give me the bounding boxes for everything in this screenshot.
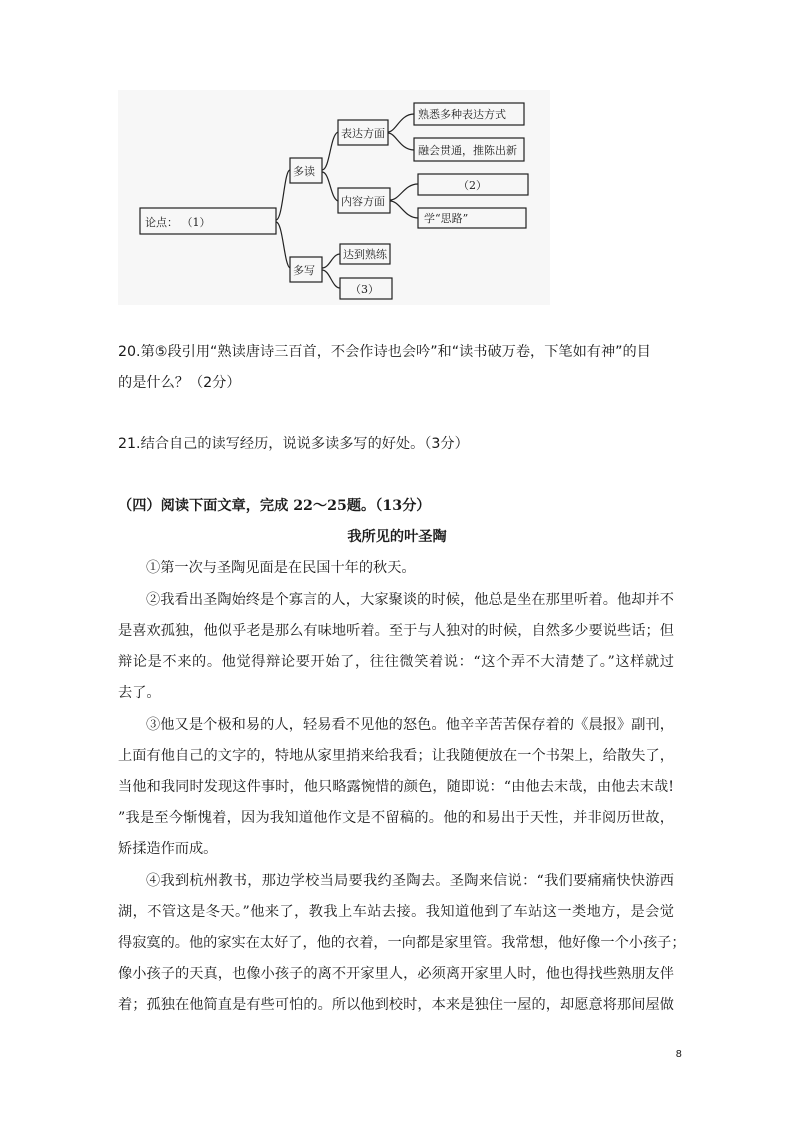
mind-map-diagram xyxy=(118,90,550,305)
paragraph-1-line: ①第一次与圣陶见面是在民国十年的秋天。 xyxy=(146,560,416,576)
leaf-write-2-label: （3） xyxy=(350,283,379,296)
leaf-express-1-label: 熟悉多种表达方式 xyxy=(418,108,506,121)
paragraph-2-line: ②我看出圣陶始终是个寡言的人，大家聚谈的时候，他总是坐在那里听着。他却并不 xyxy=(146,592,674,608)
leaf-content-2-label: 学“思路” xyxy=(424,212,469,225)
paragraph-3-line: 矫揉造作而成。 xyxy=(118,841,218,857)
paragraph-4-line: 湖，不管这是冬天。”他来了，教我上车站去接。我知道他到了车站这一类地方，是会觉 xyxy=(118,904,674,920)
question-21: 21.结合自己的读写经历，说说多读多写的好处。（3分） xyxy=(118,436,469,452)
content-label: 内容方面 xyxy=(341,195,385,208)
root-label: 论点： （1） xyxy=(145,216,211,229)
paragraph-2-line: 是喜欢孤独，他似乎老是那么有味地听着。至于与人独对的时候，自然多少要说些话；但 xyxy=(118,623,674,639)
article-title: 我所见的叶圣陶 xyxy=(347,529,447,545)
paragraph-3-line: ”我是至今惭愧着，因为我知道他作文是不留稿的。他的和易出于天性，并非阅历世故， xyxy=(118,810,674,826)
paragraph-2-line: 辩论是不来的。他觉得辩论要开始了，往往微笑着说：“这个弄不大清楚了。”这样就过 xyxy=(118,654,674,670)
paragraph-3-line: 上面有他自己的文字的，特地从家里捎来给我看；让我随便放在一个书架上，给散失了， xyxy=(118,748,674,764)
branch-write-label: 多写 xyxy=(293,264,315,277)
paragraph-2-line: 去了。 xyxy=(118,685,161,701)
page-number: 8 xyxy=(675,1049,682,1060)
branch-read-label: 多读 xyxy=(293,165,315,178)
paragraph-3-line: ③他又是个极和易的人，轻易看不见他的怒色。他辛辛苦苦保存着的《晨报》副刊， xyxy=(146,717,674,733)
leaf-write-1-label: 达到熟练 xyxy=(343,248,387,261)
paragraph-3-line: 当他和我同时发现这件事时，他只略露惋惜的颜色，随即说：“由他去末哉，由他去末哉! xyxy=(118,779,674,795)
leaf-content-1-label: （2） xyxy=(458,179,487,192)
paragraph-4-line: 像小孩子的天真，也像小孩子的离不开家里人，必须离开家里人时，他也得找些熟朋友伴 xyxy=(118,966,674,982)
paragraph-4-line: ④我到杭州教书，那边学校当局要我约圣陶去。圣陶来信说：“我们要痛痛快快游西 xyxy=(146,873,674,889)
expression-label: 表达方面 xyxy=(341,127,385,140)
leaf-express-2-label: 融会贯通，推陈出新 xyxy=(418,144,517,157)
question-20-line-2: 的是什么？（2分） xyxy=(118,375,241,391)
question-20-line-1: 20.第⑤段引用“熟读唐诗三百首，不会作诗也会吟”和“读书破万卷，下笔如有神”的目 xyxy=(118,344,651,360)
paragraph-4-line: 着；孤独在他简直是有些可怕的。所以他到校时，本来是独住一屋的，却愿意将那间屋做 xyxy=(118,997,674,1013)
paragraph-4-line: 得寂寞的。他的家实在太好了，他的衣着，一向都是家里管。我常想，他好像一个小孩子； xyxy=(118,935,686,951)
section-heading: （四）阅读下面文章，完成 22～25题。（13分） xyxy=(118,498,431,514)
